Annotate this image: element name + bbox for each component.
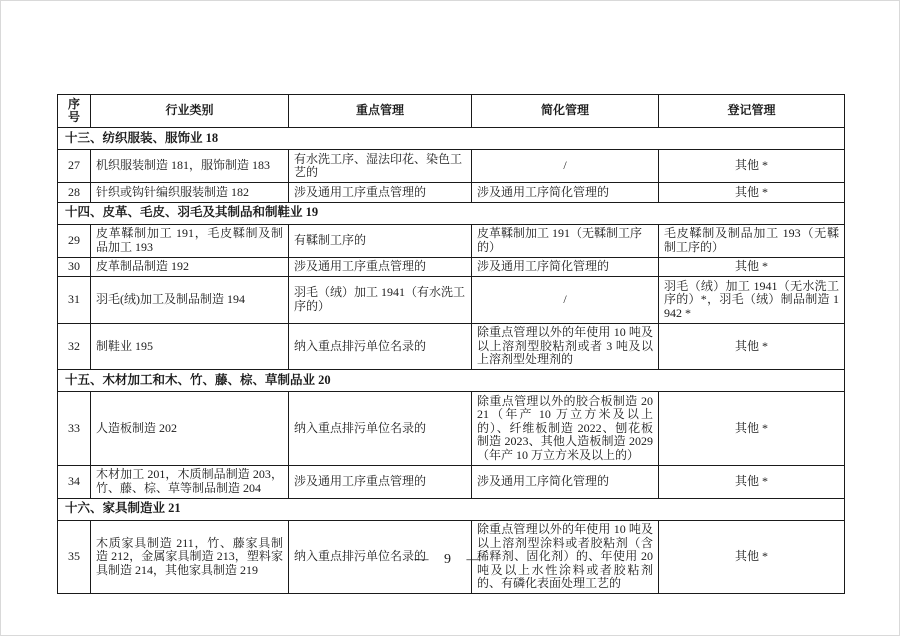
simplified-management-cell: 除重点管理以外的年使用 10 吨及以上溶剂型涂料或者胶粘剂（含稀释剂、固化剂）的、年使用 20 吨及以上水性涂料或者胶粘剂的、有磷化表面处理工艺的 — [472, 520, 659, 594]
table-row — [58, 323, 845, 370]
registration-management-cell: 毛皮鞣制及制品加工 193（无鞣制工序的） — [659, 224, 845, 257]
row-number-cell: 33 — [58, 392, 91, 466]
pollution-permit-classification-table — [57, 94, 845, 594]
section-row — [58, 498, 845, 520]
industry-cell: 皮革鞣制加工 191，毛皮鞣制及制品加工 193 — [91, 224, 289, 257]
table-row — [58, 277, 845, 324]
simplified-management-cell: / — [472, 277, 659, 324]
industry-cell: 机织服装制造 181，服饰制造 183 — [91, 150, 289, 183]
table-header-row — [58, 95, 845, 128]
key-management-cell: 有鞣制工序的 — [289, 224, 472, 257]
simplified-management-cell: 皮革鞣制加工 191（无鞣制工序的） — [472, 224, 659, 257]
row-number-cell: 34 — [58, 465, 91, 498]
row-number-cell: 32 — [58, 323, 91, 370]
registration-management-cell: 其他 * — [659, 392, 845, 466]
row-number-cell: 35 — [58, 520, 91, 594]
simplified-management-cell: 除重点管理以外的年使用 10 吨及以上溶剂型胶粘剂或者 3 吨及以上溶剂型处理剂的 — [472, 323, 659, 370]
key-management-cell: 羽毛（绒）加工 1941（有水洗工序的） — [289, 277, 472, 324]
simplified-management-cell: 除重点管理以外的胶合板制造 2021（年产 10 万立方米及以上的）、纤维板制造 2022、刨花板制造 2023、其他人造板制造 2029（年产 10 万立方米及以上的） — [472, 392, 659, 466]
key-management-cell: 纳入重点排污单位名录的 — [289, 323, 472, 370]
page-number: — 9 — — [414, 552, 487, 567]
simplified-management-cell: 涉及通用工序简化管理的 — [472, 183, 659, 203]
key-management-cell: 纳入重点排污单位名录的 — [289, 392, 472, 466]
industry-cell: 木材加工 201，木质制品制造 203，竹、藤、棕、草等制品制造 204 — [91, 465, 289, 498]
registration-management-cell: 其他 * — [659, 183, 845, 203]
row-number-cell: 28 — [58, 183, 91, 203]
header-cell-key-management: 重点管理 — [289, 95, 472, 128]
registration-management-cell: 其他 * — [659, 323, 845, 370]
key-management-cell: 涉及通用工序重点管理的 — [289, 257, 472, 277]
industry-cell: 羽毛(绒)加工及制品制造 194 — [91, 277, 289, 324]
row-number-cell: 31 — [58, 277, 91, 324]
registration-management-cell: 其他 * — [659, 520, 845, 594]
header-cell-registration-management: 登记管理 — [659, 95, 845, 128]
registration-management-cell: 其他 * — [659, 465, 845, 498]
table-row — [58, 150, 845, 183]
industry-cell: 人造板制造 202 — [91, 392, 289, 466]
registration-management-cell: 羽毛（绒）加工 1941（无水洗工序的）*，羽毛（绒）制品制造 1942 * — [659, 277, 845, 324]
header-cell-simplified-management: 简化管理 — [472, 95, 659, 128]
table-row — [58, 257, 845, 277]
simplified-management-cell: 涉及通用工序简化管理的 — [472, 465, 659, 498]
key-management-cell: 有水洗工序、湿法印花、染色工艺的 — [289, 150, 472, 183]
row-number-cell: 30 — [58, 257, 91, 277]
table-row — [58, 465, 845, 498]
table-row — [58, 392, 845, 466]
section-label: 十四、皮革、毛皮、羽毛及其制品和制鞋业 19 — [58, 202, 845, 224]
header-cell-industry: 行业类别 — [91, 95, 289, 128]
industry-cell: 皮革制品制造 192 — [91, 257, 289, 277]
section-row — [58, 202, 845, 224]
section-label: 十五、木材加工和木、竹、藤、棕、草制品业 20 — [58, 370, 845, 392]
key-management-cell: 涉及通用工序重点管理的 — [289, 465, 472, 498]
simplified-management-cell: 涉及通用工序简化管理的 — [472, 257, 659, 277]
row-number-cell: 27 — [58, 150, 91, 183]
registration-management-cell: 其他 * — [659, 150, 845, 183]
industry-cell: 针织或钩针编织服装制造 182 — [91, 183, 289, 203]
section-row — [58, 128, 845, 150]
table-row — [58, 183, 845, 203]
simplified-management-cell: / — [472, 150, 659, 183]
section-row — [58, 370, 845, 392]
section-label: 十六、家具制造业 21 — [58, 498, 845, 520]
key-management-cell: 纳入重点排污单位名录的 — [289, 520, 472, 594]
table-row — [58, 224, 845, 257]
industry-cell: 木质家具制造 211，竹、藤家具制造 212，金属家具制造 213，塑料家具制造 214，其他家具制造 219 — [91, 520, 289, 594]
section-label: 十三、纺织服装、服饰业 18 — [58, 128, 845, 150]
registration-management-cell: 其他 * — [659, 257, 845, 277]
industry-cell: 制鞋业 195 — [91, 323, 289, 370]
header-cell-no: 序号 — [58, 95, 91, 128]
row-number-cell: 29 — [58, 224, 91, 257]
key-management-cell: 涉及通用工序重点管理的 — [289, 183, 472, 203]
